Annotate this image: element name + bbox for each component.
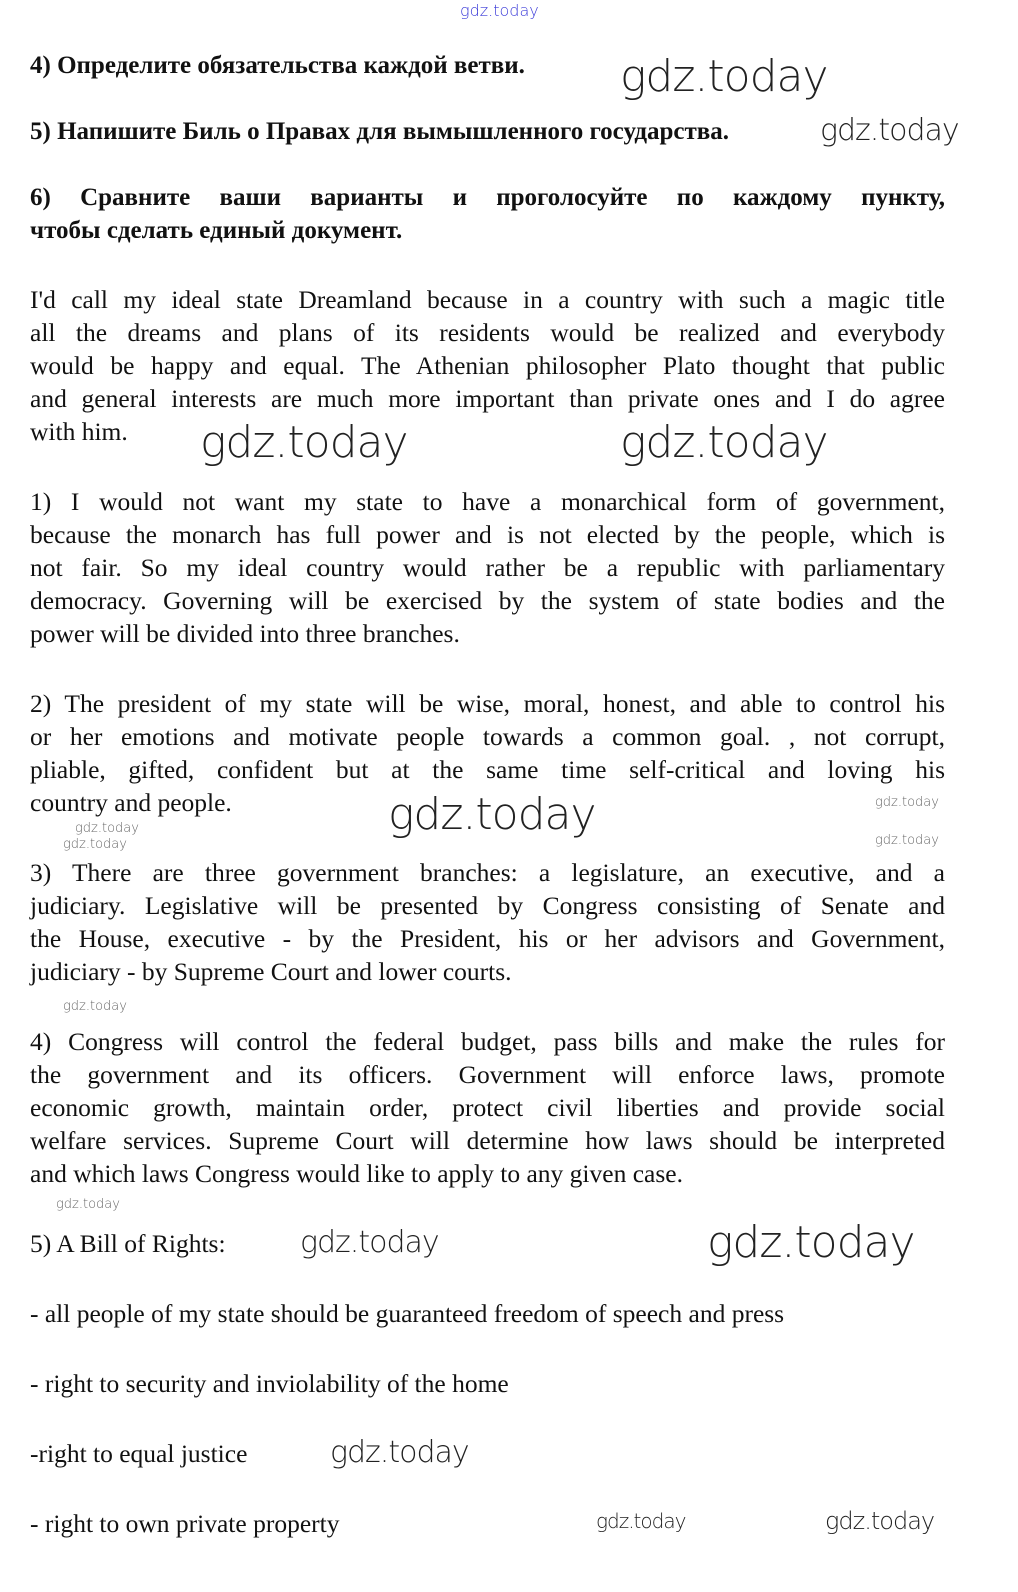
- bill-item: - right to security and inviolability of the home: [30, 1369, 509, 1398]
- line: 4) Congress will control the federal budget, pass bills and make the rules for: [30, 1027, 945, 1056]
- line: with him.: [30, 417, 128, 446]
- watermark: gdz.today: [820, 113, 959, 148]
- line: 6) Сравните ваши варианты и проголосуйте по каждому пункту,: [30, 184, 945, 211]
- watermark: gdz.today: [388, 789, 596, 840]
- line: pliable, gifted, confident but at the same time self-critical and loving his: [30, 755, 945, 784]
- task-4-heading: 4) Определите обязательства каждой ветви.: [30, 52, 525, 79]
- bill-item: - all people of my state should be guaranteed freedom of speech and press: [30, 1299, 785, 1328]
- bill-item: - right to own private property: [30, 1509, 340, 1538]
- line: 1) I would not want my state to have a monarchical form of government,: [30, 487, 945, 516]
- answer-1-paragraph: [30, 485, 945, 650]
- line: judiciary - by Supreme Court and lower courts.: [30, 957, 512, 986]
- line: 2) The president of my state will be wise, moral, honest, and able to control his: [30, 689, 945, 718]
- watermark: gdz.today: [63, 837, 127, 852]
- watermark: gdz.today: [825, 1507, 935, 1535]
- task-6-heading: [30, 181, 945, 247]
- line: the government and its officers. Government will enforce laws, promote: [30, 1060, 945, 1089]
- answer-3-paragraph: [30, 856, 945, 988]
- line: power will be divided into three branches.: [30, 619, 460, 648]
- line: democracy. Governing will be exercised by the system of state bodies and the: [30, 586, 945, 615]
- line: or her emotions and motivate people towards a common goal. , not corrupt,: [30, 722, 945, 751]
- watermark: gdz.today: [875, 833, 939, 848]
- watermark: gdz.today: [56, 1197, 120, 1212]
- watermark: gdz.today: [620, 417, 828, 468]
- watermark: gdz.today: [620, 51, 828, 102]
- answer-2-paragraph: [30, 687, 945, 819]
- line: because the monarch has full power and is not elected by the people, which is: [30, 520, 945, 549]
- watermark: gdz.today: [460, 1, 539, 20]
- bill-item: -right to equal justice: [30, 1439, 248, 1468]
- answer-4-paragraph: [30, 1025, 945, 1190]
- line: country and people.: [30, 788, 232, 817]
- line: all the dreams and plans of its residents would be realized and everybody: [30, 318, 945, 347]
- line: would be happy and equal. The Athenian philosopher Plato thought that public: [30, 351, 945, 380]
- watermark: gdz.today: [596, 1509, 686, 1533]
- watermark: gdz.today: [63, 999, 127, 1014]
- task-5-heading: 5) Напишите Биль о Правах для вымышленного государства.: [30, 118, 730, 145]
- watermark: gdz.today: [875, 795, 939, 810]
- watermark: gdz.today: [300, 1225, 439, 1260]
- line: welfare services. Supreme Court will determine how laws should be interpreted: [30, 1126, 945, 1155]
- line: and general interests are much more important than private ones and I do agree: [30, 384, 945, 413]
- line: economic growth, maintain order, protect civil liberties and provide social: [30, 1093, 945, 1122]
- watermark: gdz.today: [707, 1217, 915, 1268]
- line: and which laws Congress would like to apply to any given case.: [30, 1159, 683, 1188]
- intro-paragraph: [30, 283, 945, 448]
- watermark: gdz.today: [75, 821, 139, 836]
- line: чтобы сделать единый документ.: [30, 217, 403, 244]
- line: the House, executive - by the President, his or her advisors and Government,: [30, 924, 945, 953]
- watermark: gdz.today: [330, 1435, 469, 1470]
- line: not fair. So my ideal country would rather be a republic with parliamentary: [30, 553, 945, 582]
- line: I'd call my ideal state Dreamland because in a country with such a magic title: [30, 285, 945, 314]
- watermark: gdz.today: [200, 417, 408, 468]
- bill-of-rights-heading: 5) A Bill of Rights:: [30, 1229, 226, 1258]
- line: 3) There are three government branches: a legislature, an executive, and a: [30, 858, 945, 887]
- line: judiciary. Legislative will be presented by Congress consisting of Senate and: [30, 891, 945, 920]
